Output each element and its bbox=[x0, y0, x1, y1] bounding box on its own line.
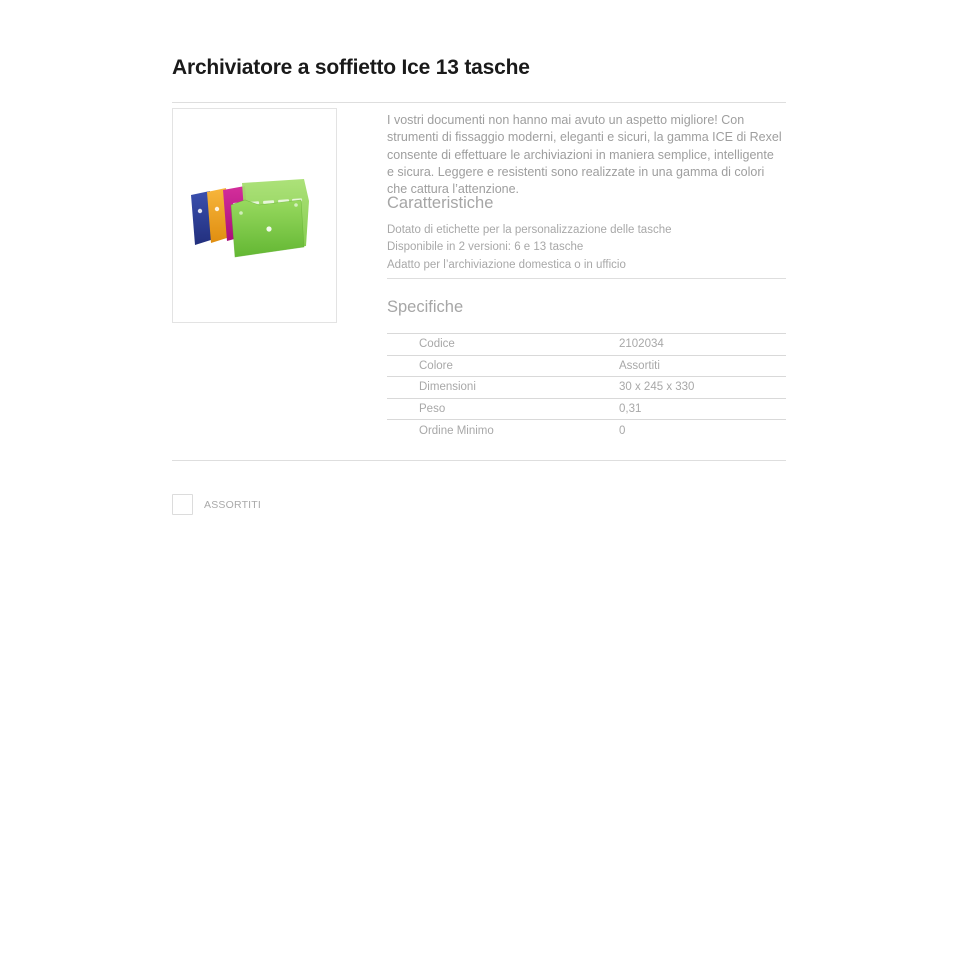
spec-value: 0,31 bbox=[619, 398, 786, 420]
divider-top bbox=[172, 102, 786, 103]
divider-bottom bbox=[172, 460, 786, 461]
table-row bbox=[387, 377, 786, 399]
list-item: Dotato di etichette per la personalizzazione delle tasche bbox=[387, 224, 672, 236]
product-description: I vostri documenti non hanno mai avuto un aspetto migliore! Con strumenti di fissaggio moderni, eleganti e sicuri, la gamma ICE di Rexel consente di effettuare le archiviazioni in maniera semplice, intelligente e sicura. Leggere e resistenti sono realizzate in una gamma di colori che cattura l’attenzione. bbox=[387, 113, 782, 197]
spec-value: 30 x 245 x 330 bbox=[619, 377, 786, 399]
product-image-box[interactable] bbox=[172, 108, 337, 323]
table-row bbox=[387, 334, 786, 356]
page-title: Archiviatore a soffietto Ice 13 tasche bbox=[172, 56, 530, 80]
specs-table bbox=[387, 333, 786, 441]
list-item: Adatto per l’archiviazione domestica o in ufficio bbox=[387, 258, 626, 271]
table-row bbox=[387, 355, 786, 377]
spec-label: Colore bbox=[387, 355, 619, 377]
color-swatch-label: ASSORTITI bbox=[204, 498, 262, 511]
features-list-wrap bbox=[387, 222, 786, 274]
spec-label: Peso bbox=[387, 398, 619, 420]
specs-heading: Specifiche bbox=[387, 298, 464, 316]
color-swatch-row[interactable] bbox=[172, 494, 261, 515]
spec-value: 2102034 bbox=[619, 334, 786, 356]
features-heading: Caratteristiche bbox=[387, 194, 494, 212]
color-swatch-assortiti[interactable] bbox=[172, 494, 193, 515]
spec-label: Ordine Minimo bbox=[387, 420, 619, 442]
features-list bbox=[387, 222, 786, 274]
spec-label: Codice bbox=[387, 334, 619, 356]
list-item: Disponibile in 2 versioni: 6 e 13 tasche bbox=[387, 241, 584, 254]
description-block bbox=[387, 112, 786, 198]
divider-features bbox=[387, 278, 786, 279]
product-photo-expanding-files bbox=[173, 167, 337, 272]
spec-label: Dimensioni bbox=[387, 377, 619, 399]
spec-value: Assortiti bbox=[619, 355, 786, 377]
spec-value: 0 bbox=[619, 420, 786, 442]
table-row bbox=[387, 420, 786, 442]
table-row bbox=[387, 398, 786, 420]
